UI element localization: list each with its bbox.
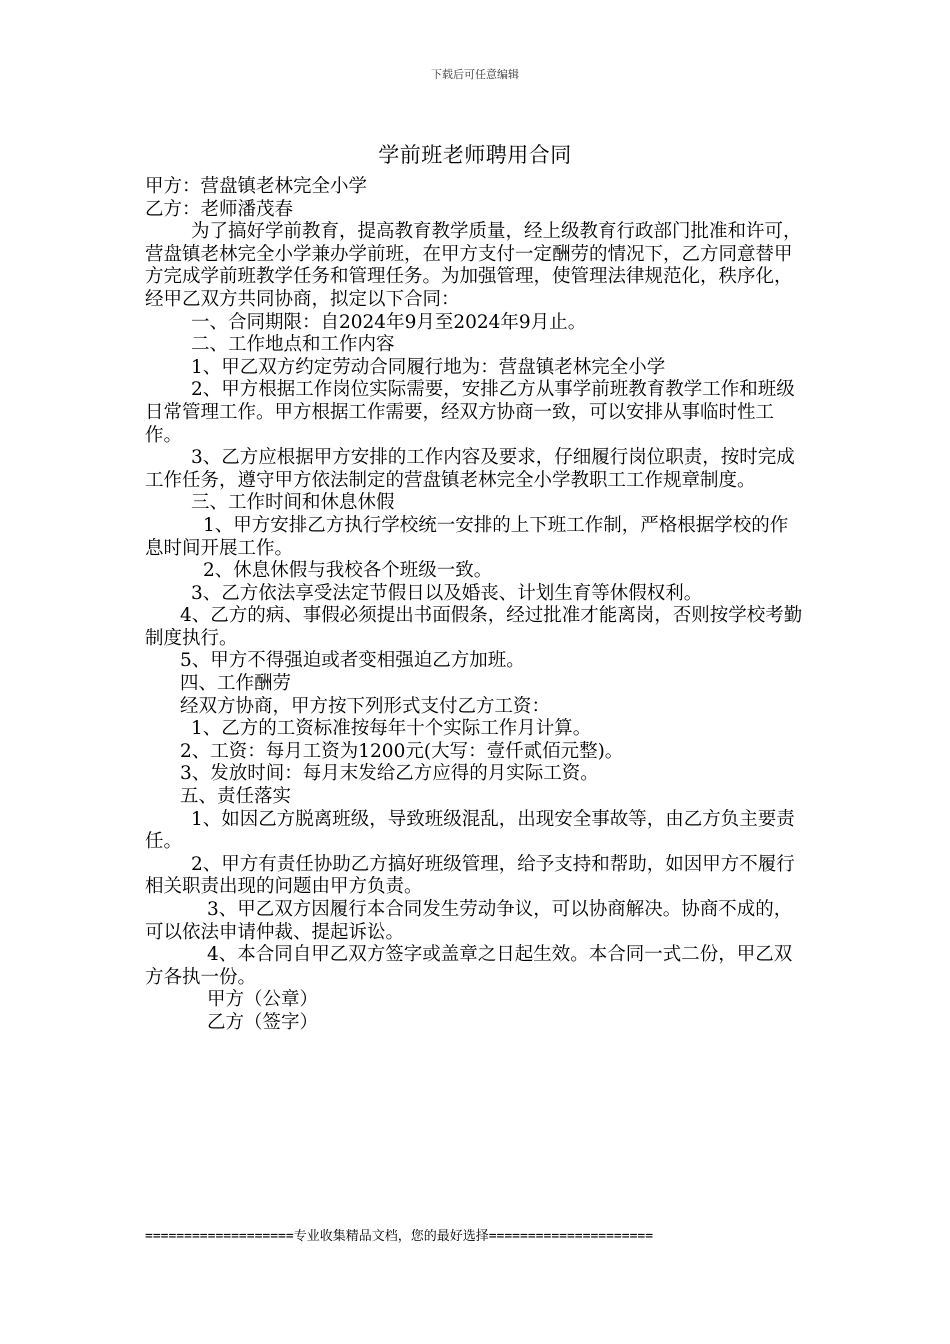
clause: 2、甲方有责任协助乙方搞好班级管理，给予支持和帮助，如因甲方不履行相关职责出现的问题由甲方负责。: [145, 853, 795, 898]
section-heading: 四、工作酬劳: [180, 673, 292, 695]
clause: 1、如因乙方脱离班级，导致班级混乱，出现安全事故等，由乙方负主要责任。: [145, 808, 795, 853]
section-heading: 三、工作时间和休息休假: [191, 492, 395, 514]
document-title: 学前班老师聘用合同: [378, 143, 572, 167]
clause: 4、本合同自甲乙双方签字或盖章之日起生效。本合同一式二份，甲乙双方各执一份。: [145, 944, 793, 988]
document-body: [145, 176, 805, 1035]
clause: 经双方协商，甲方按下列形式支付乙方工资：: [180, 695, 551, 717]
clause: 5、甲方不得强迫或者变相强迫乙方加班。: [180, 650, 525, 672]
clause: 3、乙方应根据甲方安排的工作内容及要求，仔细履行岗位职责，按时完成工作任务，遵守甲方依法制定的营盘镇老林完全小学教职工工作规章制度。: [145, 447, 795, 491]
signature-party-b: 乙方（签字）: [207, 1011, 319, 1033]
signature-party-a: 甲方（公章）: [207, 989, 319, 1011]
intro-paragraph: 为了搞好学前教育，提高教育教学质量，经上级教育行政部门批准和许可，营盘镇老林完全小学兼办学前班，在甲方支付一定酬劳的情况下，乙方同意替甲方完成学前班教学任务和管理任务。为加强管理，使管理法律规范化，秩序化，经甲乙双方共同协商，拟定以下合同：: [145, 221, 802, 310]
clause: 2、休息休假与我校各个班级一致。: [203, 560, 493, 582]
section-term: 一、合同期限：自2024年9月至2024年9月止。: [191, 311, 587, 333]
clause: 1、乙方的工资标准按每年十个实际工作月计算。: [191, 718, 592, 740]
party-b: 乙方：老师潘茂春: [145, 198, 294, 220]
clause: 3、发放时间：每月末发给乙方应得的月实际工资。: [180, 763, 599, 785]
footer-banner: ===================专业收集精品文档，您的最好选择=====================: [145, 1229, 654, 1244]
clause: 2、甲方根据工作岗位实际需要，安排乙方从事学前班教育教学工作和班级日常管理工作。甲方根据工作需要，经双方协商一致，可以安排从事临时性工作。: [145, 379, 795, 446]
clause: 1、甲方安排乙方执行学校统一安排的上下班工作制，严格根据学校的作息时间开展工作。: [145, 514, 789, 559]
clause: 1、甲乙双方约定劳动合同履行地为：营盘镇老林完全小学: [191, 356, 666, 378]
party-a: 甲方：营盘镇老林完全小学: [145, 176, 368, 197]
clause: 3、乙方依法享受法定节假日以及婚丧、计划生育等休假权利。: [191, 582, 703, 604]
header-note: 下载后可任意编辑: [431, 68, 519, 81]
clause: 2、工资：每月工资为1200元(大写：壹仟贰佰元整)。: [180, 740, 624, 762]
clause: 3、甲乙双方因履行本合同发生劳动争议，可以协商解决。协商不成的，可以依法申请仲裁、提起诉讼。: [145, 899, 793, 943]
clause: 4、乙方的病、事假必须提出书面假条，经过批准才能离岗，否则按学校考勤制度执行。: [145, 605, 803, 649]
section-heading: 二、工作地点和工作内容: [191, 334, 395, 356]
section-heading: 五、责任落实: [180, 786, 292, 808]
